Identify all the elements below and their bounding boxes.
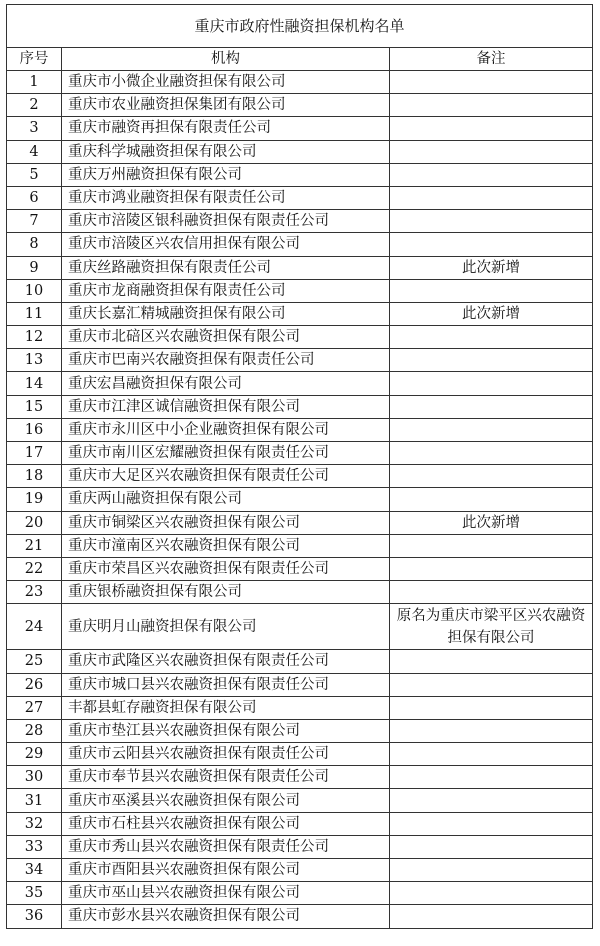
row-index: 22 [7,557,62,580]
row-note [390,326,593,349]
table-row [7,511,593,534]
table-row [7,719,593,742]
row-organization: 重庆市涪陵区银科融资担保有限责任公司 [62,210,390,233]
row-organization: 重庆市融资再担保有限责任公司 [62,117,390,140]
table-row [7,835,593,858]
row-note [390,210,593,233]
table-row [7,789,593,812]
row-index: 28 [7,719,62,742]
row-note [390,117,593,140]
table-row [7,372,593,395]
row-organization: 重庆市彭水县兴农融资担保有限公司 [62,905,390,928]
table-row [7,117,593,140]
table-row [7,604,593,650]
table-row [7,581,593,604]
header-note: 备注 [390,48,593,71]
table-row [7,71,593,94]
row-note [390,882,593,905]
row-note [390,557,593,580]
row-note [390,233,593,256]
table-row [7,743,593,766]
table-row [7,882,593,905]
row-index: 30 [7,766,62,789]
row-note: 此次新增 [390,256,593,279]
row-index: 26 [7,673,62,696]
row-index: 1 [7,71,62,94]
table-row [7,163,593,186]
row-note [390,279,593,302]
row-index: 11 [7,302,62,325]
row-note [390,349,593,372]
row-note: 此次新增 [390,511,593,534]
table-row [7,534,593,557]
row-note [390,71,593,94]
row-index: 23 [7,581,62,604]
row-index: 5 [7,163,62,186]
row-index: 31 [7,789,62,812]
row-organization: 重庆市云阳县兴农融资担保有限责任公司 [62,743,390,766]
row-index: 34 [7,859,62,882]
row-organization: 重庆市石柱县兴农融资担保有限公司 [62,812,390,835]
row-organization: 重庆市武隆区兴农融资担保有限责任公司 [62,650,390,673]
row-index: 24 [7,604,62,650]
table-row [7,812,593,835]
row-organization: 重庆市秀山县兴农融资担保有限责任公司 [62,835,390,858]
table-row [7,557,593,580]
row-index: 35 [7,882,62,905]
row-organization: 重庆市龙商融资担保有限责任公司 [62,279,390,302]
row-index: 21 [7,534,62,557]
row-index: 29 [7,743,62,766]
row-organization: 重庆市城口县兴农融资担保有限责任公司 [62,673,390,696]
row-organization: 重庆银桥融资担保有限公司 [62,581,390,604]
row-organization: 重庆市小微企业融资担保有限公司 [62,71,390,94]
row-organization: 重庆市荣昌区兴农融资担保有限责任公司 [62,557,390,580]
row-note [390,743,593,766]
table-row [7,465,593,488]
row-organization: 重庆市潼南区兴农融资担保有限公司 [62,534,390,557]
row-organization: 重庆市巴南兴农融资担保有限责任公司 [62,349,390,372]
title-row [7,5,593,48]
row-index: 27 [7,696,62,719]
row-index: 3 [7,117,62,140]
row-index: 25 [7,650,62,673]
table-row [7,650,593,673]
row-note [390,140,593,163]
row-organization: 重庆市涪陵区兴农信用担保有限公司 [62,233,390,256]
row-note [390,163,593,186]
row-index: 33 [7,835,62,858]
table-row [7,302,593,325]
row-organization: 重庆丝路融资担保有限责任公司 [62,256,390,279]
table-row [7,673,593,696]
table-row [7,94,593,117]
row-index: 18 [7,465,62,488]
row-note [390,650,593,673]
row-note [390,465,593,488]
row-note [390,94,593,117]
table-row [7,418,593,441]
row-organization: 重庆市垫江县兴农融资担保有限公司 [62,719,390,742]
row-organization: 重庆万州融资担保有限公司 [62,163,390,186]
table-row [7,859,593,882]
table-row [7,488,593,511]
table-title: 重庆市政府性融资担保机构名单 [7,5,593,48]
row-index: 20 [7,511,62,534]
header-org: 机构 [62,48,390,71]
row-index: 13 [7,349,62,372]
table-row [7,186,593,209]
table-row [7,349,593,372]
row-note [390,418,593,441]
row-organization: 重庆科学城融资担保有限公司 [62,140,390,163]
row-organization: 重庆市巫溪县兴农融资担保有限公司 [62,789,390,812]
institution-table [6,4,593,929]
guarantee-institution-list [6,4,592,929]
table-row [7,210,593,233]
table-row [7,696,593,719]
table-row [7,766,593,789]
table-row [7,395,593,418]
row-organization: 重庆长嘉汇精城融资担保有限公司 [62,302,390,325]
row-index: 4 [7,140,62,163]
header-row [7,48,593,71]
row-index: 15 [7,395,62,418]
table-row [7,279,593,302]
row-organization: 重庆市奉节县兴农融资担保有限责任公司 [62,766,390,789]
row-note [390,534,593,557]
row-note [390,905,593,928]
row-note [390,696,593,719]
row-index: 12 [7,326,62,349]
row-index: 16 [7,418,62,441]
row-index: 17 [7,442,62,465]
table-row [7,326,593,349]
row-organization: 重庆市酉阳县兴农融资担保有限公司 [62,859,390,882]
row-organization: 丰都县虹存融资担保有限公司 [62,696,390,719]
row-index: 9 [7,256,62,279]
row-organization: 重庆市鸿业融资担保有限责任公司 [62,186,390,209]
row-organization: 重庆市巫山县兴农融资担保有限公司 [62,882,390,905]
row-note [390,835,593,858]
row-index: 14 [7,372,62,395]
row-organization: 重庆市南川区宏耀融资担保有限责任公司 [62,442,390,465]
row-note: 原名为重庆市梁平区兴农融资担保有限公司 [390,604,593,650]
row-note [390,719,593,742]
row-note [390,673,593,696]
row-index: 6 [7,186,62,209]
row-note [390,395,593,418]
row-organization: 重庆市永川区中小企业融资担保有限公司 [62,418,390,441]
row-index: 2 [7,94,62,117]
row-note [390,488,593,511]
row-note [390,812,593,835]
row-organization: 重庆市农业融资担保集团有限公司 [62,94,390,117]
header-index: 序号 [7,48,62,71]
row-organization: 重庆市江津区诚信融资担保有限公司 [62,395,390,418]
row-index: 7 [7,210,62,233]
row-index: 36 [7,905,62,928]
row-organization: 重庆市铜梁区兴农融资担保有限公司 [62,511,390,534]
row-organization: 重庆明月山融资担保有限公司 [62,604,390,650]
row-note: 此次新增 [390,302,593,325]
row-note [390,766,593,789]
row-organization: 重庆两山融资担保有限公司 [62,488,390,511]
row-index: 19 [7,488,62,511]
row-note [390,789,593,812]
row-index: 10 [7,279,62,302]
table-row [7,233,593,256]
row-index: 32 [7,812,62,835]
table-row [7,256,593,279]
row-note [390,372,593,395]
row-organization: 重庆宏昌融资担保有限公司 [62,372,390,395]
row-organization: 重庆市大足区兴农融资担保有限责任公司 [62,465,390,488]
row-note [390,442,593,465]
row-note [390,581,593,604]
row-organization: 重庆市北碚区兴农融资担保有限公司 [62,326,390,349]
row-note [390,859,593,882]
row-note [390,186,593,209]
table-row [7,140,593,163]
row-index: 8 [7,233,62,256]
table-row [7,442,593,465]
table-row [7,905,593,928]
